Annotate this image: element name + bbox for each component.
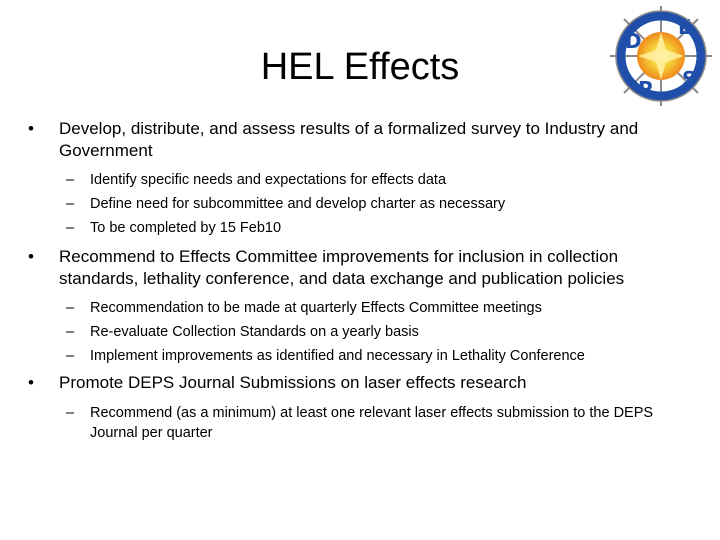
- logo-letter-e: E: [678, 15, 692, 39]
- dash-mark: –: [66, 348, 75, 364]
- bullet-promote: [28, 372, 698, 394]
- sub-item-text: Implement improvements as identified and necessary in Lethality Conference: [90, 348, 585, 364]
- deps-logo: [606, 4, 716, 108]
- sub-item: [28, 401, 698, 443]
- sub-item-text: Re-evaluate Collection Standards on a yearly basis: [90, 324, 419, 340]
- sub-list: [28, 296, 698, 368]
- slide-title: HEL Effects: [260, 46, 460, 88]
- bullet-text: Promote DEPS Journal Submissions on laser effects research: [59, 373, 527, 392]
- dash-mark: –: [66, 300, 75, 316]
- sub-item-text: Recommend (as a minimum) at least one relevant laser effects submission to the DEPS Journal per quarter: [90, 404, 654, 441]
- sub-item: [28, 192, 698, 216]
- logo-letter-d: D: [625, 29, 642, 53]
- bullet-survey: [28, 118, 698, 161]
- sub-item-text: Recommendation to be made at quarterly Effects Committee meetings: [90, 300, 542, 316]
- sub-item: [28, 320, 698, 344]
- dash-mark: –: [66, 196, 75, 212]
- sub-item-text: Define need for subcommittee and develop charter as necessary: [90, 196, 506, 212]
- slide-body: [28, 118, 698, 443]
- bullet-mark: •: [28, 247, 34, 266]
- sub-item: [28, 296, 698, 320]
- bullet-mark: •: [28, 119, 34, 138]
- logo-letter-p: P: [638, 77, 653, 101]
- bullet-text: Recommend to Effects Committee improvements for inclusion in collection standards, lethality conference, and data exchange and publication policies: [59, 247, 625, 288]
- sub-list: [28, 401, 698, 443]
- sub-item: [28, 168, 698, 192]
- bullet-recommend: [28, 246, 698, 289]
- sub-item: [28, 216, 698, 240]
- sub-item: [28, 344, 698, 368]
- sub-item-text: Identify specific needs and expectations for effects data: [90, 172, 447, 188]
- bullet-mark: •: [28, 373, 34, 392]
- sub-list: [28, 168, 698, 240]
- logo-letter-s: S: [682, 67, 697, 91]
- dash-mark: –: [66, 172, 75, 188]
- dash-mark: –: [66, 324, 75, 340]
- dash-mark: –: [66, 404, 75, 421]
- bullet-text: Develop, distribute, and assess results of a formalized survey to Industry and Government: [59, 119, 639, 160]
- sub-item-text: To be completed by 15 Feb10: [90, 220, 282, 236]
- dash-mark: –: [66, 220, 75, 236]
